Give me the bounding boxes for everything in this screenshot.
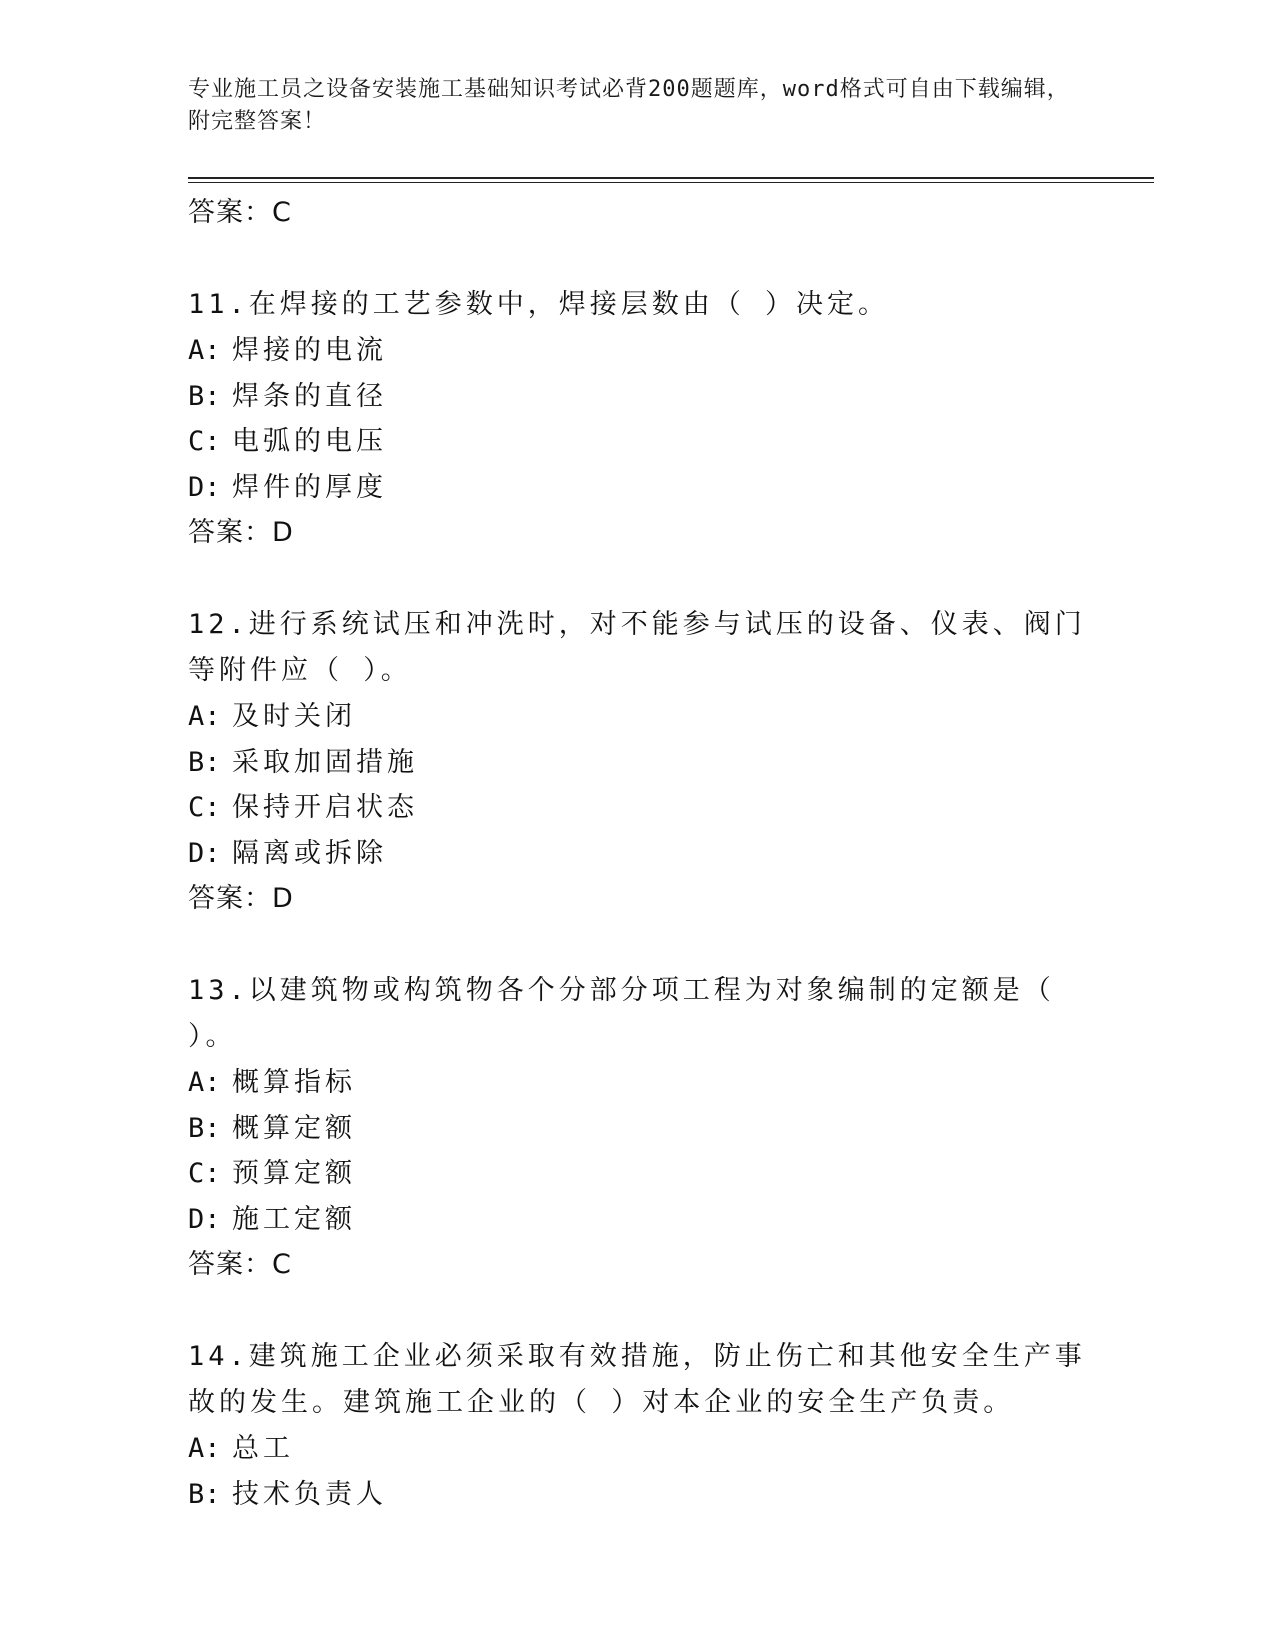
option-b <box>188 374 1108 420</box>
option-text: 概算定额 <box>232 1112 356 1144</box>
option-d <box>188 465 1108 511</box>
option-b <box>188 1472 1108 1518</box>
option-text: 施工定额 <box>232 1203 356 1235</box>
option-a <box>188 1426 1108 1472</box>
option-text: 隔离或拆除 <box>232 837 387 869</box>
spacer <box>188 555 1108 602</box>
option-text: 保持开启状态 <box>232 792 418 823</box>
option-label: B: <box>188 1112 221 1144</box>
option-a <box>188 328 1108 374</box>
option-label: A: <box>188 1433 221 1464</box>
option-text: 概算指标 <box>232 1067 356 1098</box>
option-text: 焊条的直径 <box>232 380 387 412</box>
header-divider-thick <box>188 177 1154 179</box>
question-block <box>188 282 1108 555</box>
option-text: 预算定额 <box>232 1158 356 1189</box>
option-a <box>188 1060 1108 1106</box>
option-label: A: <box>188 701 221 732</box>
option-label: C: <box>188 426 221 457</box>
option-d <box>188 1197 1108 1243</box>
option-c <box>188 1151 1108 1197</box>
option-text: 技术负责人 <box>232 1478 387 1510</box>
option-label: D: <box>188 1203 221 1235</box>
option-d <box>188 831 1108 877</box>
option-label: C: <box>188 1158 221 1189</box>
option-c <box>188 419 1108 465</box>
question-block <box>188 968 1108 1287</box>
question-stem: 14.建筑施工企业必须采取有效措施，防止伤亡和其他安全生产事故的发生。建筑施工企业的（ ）对本企业的安全生产负责。 <box>188 1341 1086 1418</box>
option-text: 总工 <box>232 1433 294 1464</box>
option-b <box>188 1106 1108 1152</box>
option-label: D: <box>188 837 221 869</box>
question-stem: 11.在焊接的工艺参数中，焊接层数由（ ）决定。 <box>188 289 890 320</box>
answer-line: 答案：C <box>188 1249 292 1280</box>
header-divider-thin <box>188 182 1154 183</box>
option-label: B: <box>188 1478 221 1510</box>
question-stem: 13.以建筑物或构筑物各个分部分项工程为对象编制的定额是（ ）。 <box>188 975 1055 1052</box>
option-text: 电弧的电压 <box>232 426 387 457</box>
option-label: A: <box>188 335 221 366</box>
option-c <box>188 785 1108 831</box>
question-block <box>188 1334 1108 1517</box>
option-text: 焊接的电流 <box>232 335 387 366</box>
option-label: B: <box>188 380 221 412</box>
spacer <box>188 921 1108 968</box>
option-label: D: <box>188 471 221 503</box>
option-label: C: <box>188 792 221 823</box>
answer-line: 答案：C <box>188 197 292 228</box>
option-text: 采取加固措施 <box>232 746 418 778</box>
document-header: 专业施工员之设备安装施工基础知识考试必背200题题库，word格式可自由下载编辑，附完整答案！ <box>188 77 1070 134</box>
answer-line: 答案：D <box>188 517 294 548</box>
answer-line: 答案：D <box>188 883 294 914</box>
option-label: A: <box>188 1067 221 1098</box>
option-a <box>188 694 1108 740</box>
option-text: 焊件的厚度 <box>232 471 387 503</box>
option-b <box>188 740 1108 786</box>
question-list <box>188 190 1108 1517</box>
question-stem: 12.进行系统试压和冲洗时，对不能参与试压的设备、仪表、阀门等附件应（ ）。 <box>188 609 1086 686</box>
option-label: B: <box>188 746 221 778</box>
question-block <box>188 602 1108 921</box>
spacer <box>188 1287 1108 1334</box>
spacer <box>188 235 1108 282</box>
option-text: 及时关闭 <box>232 701 356 732</box>
